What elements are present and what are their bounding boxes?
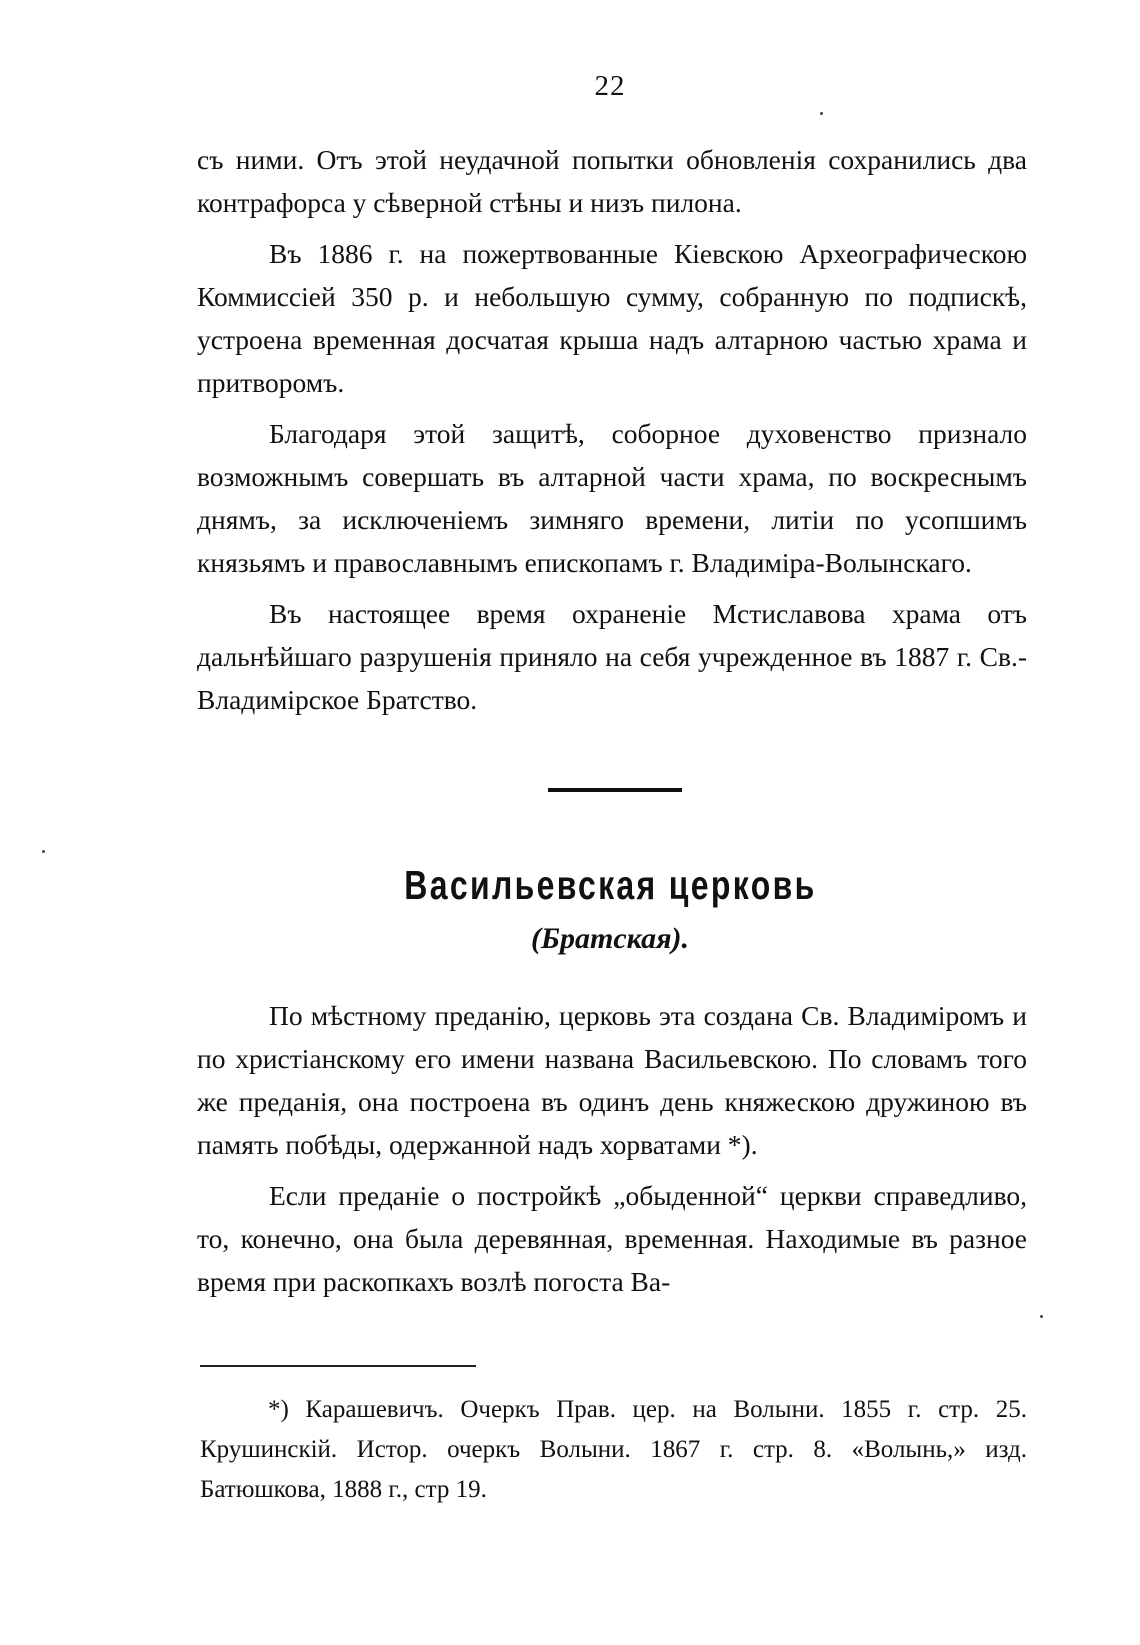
- paragraph: По мѣстному преданію, церковь эта создана Св. Владиміромъ и по христіанскому его имени названа Васильевскою. По словамъ того же преданія, она построена въ одинъ день княжескою дружиною въ память побѣды, одержанной надъ хорватами *).: [197, 1000, 1027, 1160]
- scan-speck: [820, 112, 823, 115]
- section-divider: [548, 788, 682, 792]
- footnote-text: *) Карашевичъ. Очеркъ Прав. цер. на Волыни. 1855 г. стр. 25. Крушинскій. Истор. очеркъ Волыни. 1867 г. стр. 8. «Волынь,» изд. Батюшкова, 1888 г., стр 19.: [200, 1396, 1027, 1503]
- paragraph: съ ними. Отъ этой неудачной попытки обновленія сохранились два контрафорса у сѣверной стѣны и низъ пилона.: [197, 144, 1027, 218]
- scan-speck: [1040, 1315, 1043, 1318]
- page-number: 22: [594, 70, 626, 102]
- paragraph: Если преданіе о постройкѣ „обыденной“ церкви справедливо, то, конечно, она была деревянная, временная. Находимые въ разное время при раскопкахъ возлѣ погоста Ва-: [197, 1180, 1027, 1297]
- paragraph: Благодаря этой защитѣ, соборное духовенство признало возможнымъ совершать въ алтарной части храма, по воскреснымъ днямъ, за исключеніемъ зимняго времени, литіи по усопшимъ князьямъ и православнымъ епископамъ г. Владиміра-Волынскаго.: [197, 418, 1027, 578]
- scan-speck: [42, 850, 45, 853]
- chapter-title: Васильевская церковь: [404, 862, 817, 908]
- paragraph: Въ 1886 г. на пожертвованные Кіевскою Археографическою Коммиссіей 350 р. и небольшую сумму, собранную по подпискѣ, устроена временная досчатая крыша надъ алтарною частью храма и притворомъ.: [197, 238, 1027, 398]
- paragraph: Въ настоящее время охраненіе Мстиславова храма отъ дальнѣйшаго разрушенія приняло на себя учрежденное въ 1887 г. Св.-Владимірское Братство.: [197, 598, 1027, 715]
- footnote: [200, 1390, 1027, 1510]
- bottom-text-block: [197, 994, 1027, 1311]
- top-text-block: [197, 138, 1027, 729]
- chapter-subtitle: (Братская).: [530, 922, 690, 955]
- footnote-divider: [200, 1365, 476, 1367]
